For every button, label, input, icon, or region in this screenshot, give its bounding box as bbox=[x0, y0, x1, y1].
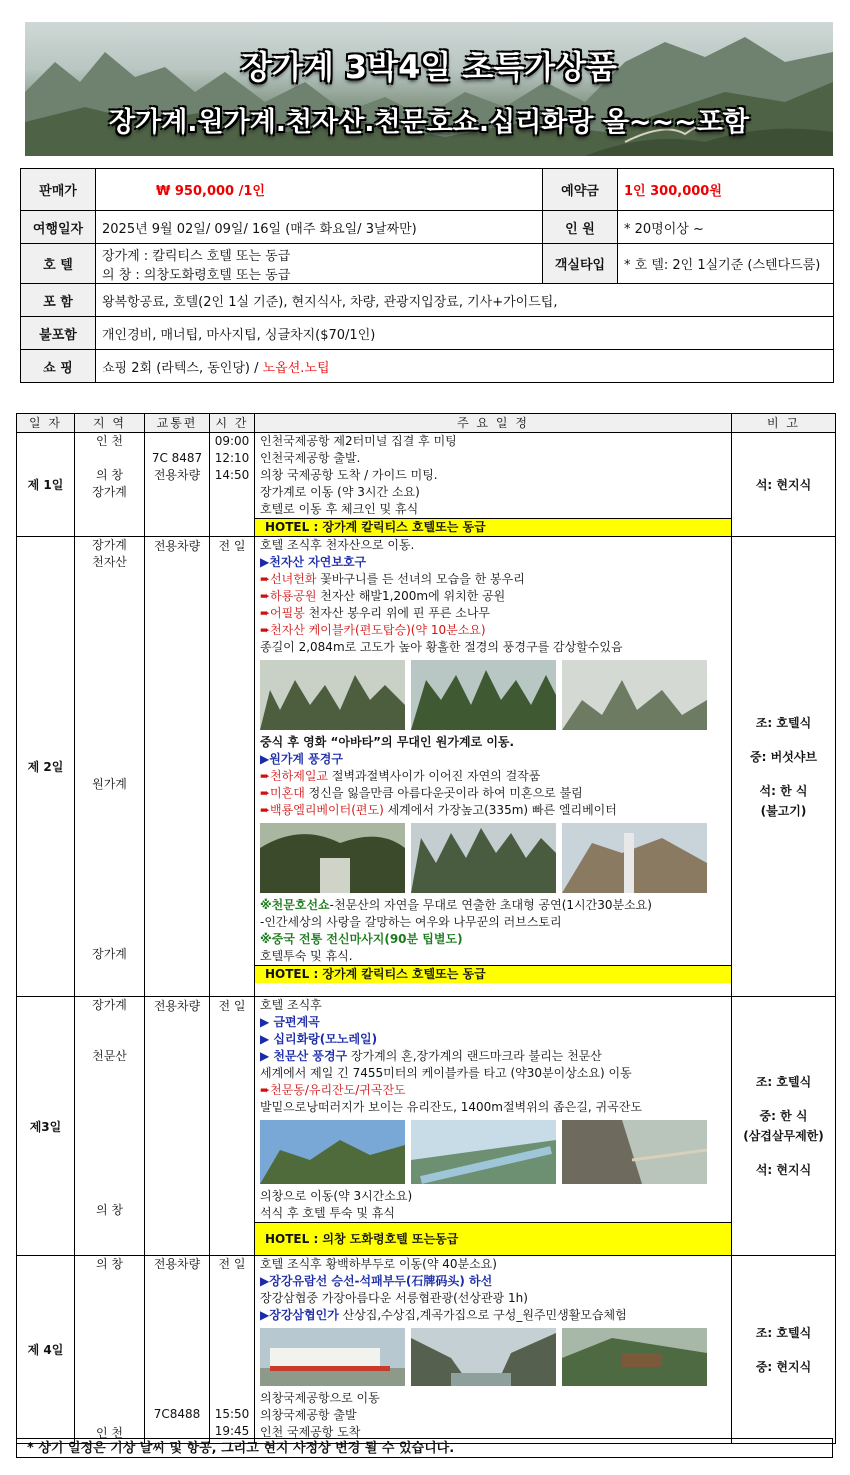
region: 장가계 bbox=[92, 485, 127, 499]
region: 의 창 bbox=[96, 468, 123, 482]
header-time: 시 간 bbox=[210, 414, 255, 433]
day4-row bbox=[17, 1256, 836, 1444]
header-note: 비 고 bbox=[732, 414, 836, 433]
day2-schedule bbox=[255, 537, 732, 997]
room-type-label: 객실타입 bbox=[543, 244, 618, 284]
spot-name: ➨하룡공원 bbox=[260, 589, 317, 603]
day2-note bbox=[732, 537, 836, 997]
hotel-line: 장가계 : 칼릭티스 호텔 또는 동급 bbox=[102, 248, 291, 264]
day1-transport bbox=[145, 433, 210, 537]
day2-transport: 전용차량 bbox=[145, 537, 210, 997]
schedule-line: ▶장강유람선 승선-석패부두(石牌码头) 하선 bbox=[260, 1274, 493, 1288]
schedule-line bbox=[255, 802, 731, 819]
schedule-line bbox=[255, 1307, 731, 1324]
day1-hotel-bar: HOTEL : 장가계 칼릭티스 호텔또는 동급 bbox=[255, 518, 731, 536]
day4-note bbox=[732, 1256, 836, 1444]
price-value: ₩ 950,000 /1인 bbox=[96, 169, 543, 211]
cliff-path-photo bbox=[562, 1120, 707, 1184]
schedule-line bbox=[255, 768, 731, 785]
bailong-elevator-photo bbox=[562, 823, 707, 893]
schedule-line: 호텔로 이동 후 체크인 및 휴식 bbox=[260, 502, 419, 516]
hotel-value bbox=[96, 244, 543, 284]
price-label: 판매가 bbox=[21, 169, 96, 211]
schedule-line bbox=[255, 571, 731, 588]
transport bbox=[145, 433, 209, 450]
day2-label: 제 2일 bbox=[17, 537, 75, 997]
schedule-line: ➨천자산 케이블카(편도탑승)(약 10분소요) bbox=[260, 623, 486, 637]
region: 천문산 bbox=[92, 1049, 127, 1063]
meal-note: 석: 한 식 bbox=[759, 783, 808, 798]
day4-transport bbox=[145, 1256, 210, 1444]
shopping-text: 쇼핑 2회 (라텍스, 동인당) / bbox=[102, 360, 263, 376]
tianzi-photo-2 bbox=[411, 660, 556, 730]
region: 장가계 bbox=[92, 998, 127, 1012]
deposit-value: 1인 300,000원 bbox=[618, 169, 834, 211]
spot-name: ▶장강삼협인가 bbox=[260, 1308, 339, 1322]
spot-desc: 장가계의 혼,장가계의 랜드마크라 불리는 천문산 bbox=[347, 1049, 602, 1063]
schedule-line: 장강삼협중 가장아름다운 서릉협관광(선상관광 1h) bbox=[260, 1291, 528, 1305]
time: 09:00 bbox=[214, 434, 250, 448]
day3-time: 전 일 bbox=[210, 997, 255, 1256]
region: 천자산 bbox=[92, 555, 127, 569]
show-desc: -천문산의 자연을 무대로 연출한 초대형 공연(1시간30분소요) bbox=[329, 898, 652, 912]
cruise-ship-photo bbox=[260, 1328, 405, 1386]
day4-times bbox=[210, 1256, 255, 1444]
exclude-label: 불포함 bbox=[21, 317, 96, 350]
schedule-line: 인천국제공항 제2터미널 집결 후 미팅 bbox=[260, 434, 457, 448]
meal-note: 조: 호텔식 bbox=[755, 1075, 812, 1089]
day3-schedule bbox=[255, 997, 732, 1256]
tianzi-photo-3 bbox=[562, 660, 707, 730]
schedule-line: 호텔 조식후 천자산으로 이동. bbox=[260, 538, 415, 552]
show-name: ※천문호선쇼 bbox=[260, 898, 330, 912]
spot-name: ➨미혼대 bbox=[260, 786, 305, 800]
include-label: 포 함 bbox=[21, 284, 96, 317]
title-banner bbox=[25, 22, 833, 156]
schedule-line bbox=[255, 785, 731, 802]
schedule-line: 석식 후 호텔 투숙 및 휴식 bbox=[260, 1206, 395, 1220]
schedule-line: 세계에서 제일 긴 7455미터의 케이블카를 타고 (약30분이상소요) 이동 bbox=[260, 1066, 632, 1080]
day1-times bbox=[210, 433, 255, 537]
three-gorges-photo bbox=[411, 1328, 556, 1386]
spot-desc: 절벽과절벽사이가 이어진 자연의 걸작품 bbox=[328, 769, 541, 783]
day3-row bbox=[17, 997, 836, 1256]
schedule-line: ▶천자산 자연보호구 bbox=[260, 555, 367, 569]
yangtze-photos bbox=[255, 1324, 731, 1390]
room-type-value: * 호 텔: 2인 1실기준 (스텐다드룸) bbox=[618, 244, 834, 284]
product-info-table bbox=[20, 168, 834, 383]
time: 14:50 bbox=[214, 468, 250, 482]
meal-note: 석: 현지식 bbox=[755, 1163, 812, 1177]
region: 인 천 bbox=[96, 434, 123, 448]
deposit-label: 예약금 bbox=[543, 169, 618, 211]
spot-desc: 천자산 해발1,200m에 위치한 공원 bbox=[316, 589, 506, 603]
header-region: 지 역 bbox=[75, 414, 145, 433]
schedule-line: 인천국제공항 출발. bbox=[260, 451, 361, 465]
day1-note: 석: 현지식 bbox=[732, 433, 836, 537]
meal-note: (불고기) bbox=[760, 803, 807, 818]
day3-label: 제3일 bbox=[17, 997, 75, 1256]
yuanjiajie-photos bbox=[255, 819, 731, 897]
day2-time: 전 일 bbox=[210, 537, 255, 997]
meal-note: 중: 한 식 bbox=[759, 1109, 808, 1123]
schedule-line bbox=[255, 1048, 731, 1065]
transport: 전용차량 bbox=[153, 1257, 201, 1271]
spot-name: ➨어필봉 bbox=[260, 606, 305, 620]
shopping-label: 쇼 핑 bbox=[21, 350, 96, 383]
day3-note bbox=[732, 997, 836, 1256]
day3-regions bbox=[75, 997, 145, 1256]
time: 19:45 bbox=[214, 1424, 250, 1438]
schedule-line: 의창 국제공항 도착 / 가이드 미팅. bbox=[260, 468, 438, 482]
spot-name: ➨백룡엘리베이터(편도) bbox=[260, 803, 384, 817]
banner-subtitle: 장가계.원가계.천자산.천문호쇼.십리화랑 올~~~포함 bbox=[109, 107, 749, 138]
header-transport: 교통편 bbox=[145, 414, 210, 433]
day1-schedule bbox=[255, 433, 732, 537]
include-value: 왕복항공료, 호텔(2인 1실 기준), 현지식사, 차량, 관광지입장료, 기사+가이드팁, bbox=[96, 284, 834, 317]
schedule-line: ▶ 십리화랑(모노레일) bbox=[260, 1032, 378, 1046]
schedule-line: 호텔 조식후 황백하부두로 이동(약 40분소요) bbox=[260, 1257, 497, 1271]
region: 의 창 bbox=[96, 1203, 123, 1217]
transport: 7C8488 bbox=[153, 1407, 201, 1421]
day3-transport: 전용차량 bbox=[145, 997, 210, 1256]
day4-regions bbox=[75, 1256, 145, 1444]
schedule-line bbox=[255, 897, 731, 914]
spot-desc: 정신을 잃을만큼 아름다운곳이라 하여 미혼으로 불림 bbox=[304, 786, 583, 800]
travel-dates: 2025년 9월 02일/ 09일/ 16일 (매주 화요일/ 3날짜만) bbox=[96, 211, 543, 244]
spot-desc: 꽃바구니를 든 선녀의 모습을 한 봉우리 bbox=[316, 572, 525, 586]
schedule-line: 중식 후 영화 “아바타”의 무대인 원가계로 이동. bbox=[260, 735, 515, 749]
time: 전 일 bbox=[218, 1257, 246, 1271]
schedule-line: 인천 국제공항 도착 bbox=[260, 1425, 361, 1439]
schedule-line: 발밑으로낭떠러지가 보이는 유리잔도, 1400m절벽위의 좁은길, 귀곡잔도 bbox=[260, 1100, 642, 1114]
tianmen-photo-1 bbox=[260, 1120, 405, 1184]
day2-regions bbox=[75, 537, 145, 997]
spot-desc: 천자산 봉우리 위에 핀 푸른 소나무 bbox=[304, 606, 491, 620]
hotel-label: 호 텔 bbox=[21, 244, 96, 284]
shopping-value bbox=[96, 350, 834, 383]
itinerary-table bbox=[16, 413, 836, 1444]
schedule-line: 의창으로 이동(약 3시간소요) bbox=[260, 1189, 413, 1203]
schedule-line: 종길이 2,084m로 고도가 높아 황홀한 절경의 풍경구를 감상할수있음 bbox=[260, 640, 623, 654]
region: 원가계 bbox=[92, 777, 127, 791]
schedule-line: ▶원가계 풍경구 bbox=[260, 752, 343, 766]
schedule-line: ※중국 전통 전신마사지(90분 팁별도) bbox=[260, 932, 463, 946]
spot-name: ➨천하제일교 bbox=[260, 769, 329, 783]
meal-note: 중: 현지식 bbox=[755, 1359, 812, 1374]
meal-note: (삼겹살무제한) bbox=[743, 1129, 824, 1143]
day4-label: 제 4일 bbox=[17, 1256, 75, 1444]
glass-skywalk-photo bbox=[411, 1120, 556, 1184]
yuanjiajie-photo-1 bbox=[260, 823, 405, 893]
schedule-line: 호텔투숙 및 휴식. bbox=[260, 949, 353, 963]
region bbox=[75, 450, 144, 467]
hotel-line: 의 창 : 의창도화령호텔 또는 동급 bbox=[102, 267, 291, 283]
day3-hotel-bar: HOTEL : 의창 도화령호텔 또는동급 bbox=[255, 1222, 731, 1255]
schedule-line: ▶ 금편계곡 bbox=[260, 1015, 320, 1029]
schedule-line bbox=[255, 605, 731, 622]
travel-date-label: 여행일자 bbox=[21, 211, 96, 244]
people-label: 인 원 bbox=[543, 211, 618, 244]
header-day: 일 자 bbox=[17, 414, 75, 433]
no-option-text: 노옵션.노팁 bbox=[262, 360, 330, 376]
region: 인 천 bbox=[96, 1426, 123, 1440]
yuanjiajie-photo-2 bbox=[411, 823, 556, 893]
spot-name: ▶ 천문산 풍경구 bbox=[260, 1049, 348, 1063]
region: 장가계 bbox=[92, 947, 127, 961]
schedule-line: ➨천문동/유리잔도/귀곡잔도 bbox=[260, 1083, 406, 1097]
people-value: * 20명이상 ~ bbox=[618, 211, 834, 244]
banner-title: 장가계 3박4일 초특가상품 bbox=[241, 48, 617, 86]
disclaimer-note: * 상기 일정은 기상 날씨 및 항공, 그리고 현지 사정상 변경 될 수 있습니다. bbox=[16, 1438, 833, 1458]
spot-desc: 세계에서 가장높고(335m) 빠른 엘리베이터 bbox=[383, 803, 617, 817]
day4-schedule bbox=[255, 1256, 732, 1444]
time: 15:50 bbox=[214, 1407, 250, 1421]
village-photo bbox=[562, 1328, 707, 1386]
header-schedule: 주 요 일 정 bbox=[255, 414, 732, 433]
spot-name: ➨선녀헌화 bbox=[260, 572, 317, 586]
tianzi-photo-1 bbox=[260, 660, 405, 730]
day2-row bbox=[17, 537, 836, 997]
meal-note: 조: 호텔식 bbox=[755, 715, 812, 730]
transport: 7C 8487 bbox=[151, 451, 203, 465]
day1-regions bbox=[75, 433, 145, 537]
day1-row bbox=[17, 433, 836, 537]
schedule-line bbox=[255, 588, 731, 605]
region: 장가계 bbox=[92, 538, 127, 552]
schedule-line: 호텔 조식후 bbox=[260, 998, 322, 1012]
schedule-line: -인간세상의 사랑을 갈망하는 여우와 나무꾼의 러브스토리 bbox=[260, 915, 562, 929]
meal-note: 조: 호텔식 bbox=[755, 1325, 812, 1340]
transport: 전용차량 bbox=[153, 468, 201, 482]
exclude-value: 개인경비, 매너팁, 마사지팁, 싱글차지($70/1인) bbox=[96, 317, 834, 350]
region: 의 창 bbox=[96, 1257, 123, 1271]
tianzi-photos bbox=[255, 656, 731, 734]
day2-hotel-bar: HOTEL : 장가계 칼릭티스 호텔또는 동급 bbox=[255, 965, 731, 983]
time: 12:10 bbox=[214, 451, 250, 465]
day1-label: 제 1일 bbox=[17, 433, 75, 537]
meal-note: 중: 버섯샤브 bbox=[750, 749, 817, 764]
tianmen-photos bbox=[255, 1116, 731, 1188]
schedule-line: 의창국제공항 출발 bbox=[260, 1408, 357, 1422]
schedule-line: 의창국제공항으로 이동 bbox=[260, 1391, 380, 1405]
schedule-line: 장가계로 이동 (약 3시간 소요) bbox=[260, 485, 420, 499]
spot-desc: 산상집,수상집,계곡가집으로 구성_원주민생활모습체험 bbox=[338, 1308, 627, 1322]
